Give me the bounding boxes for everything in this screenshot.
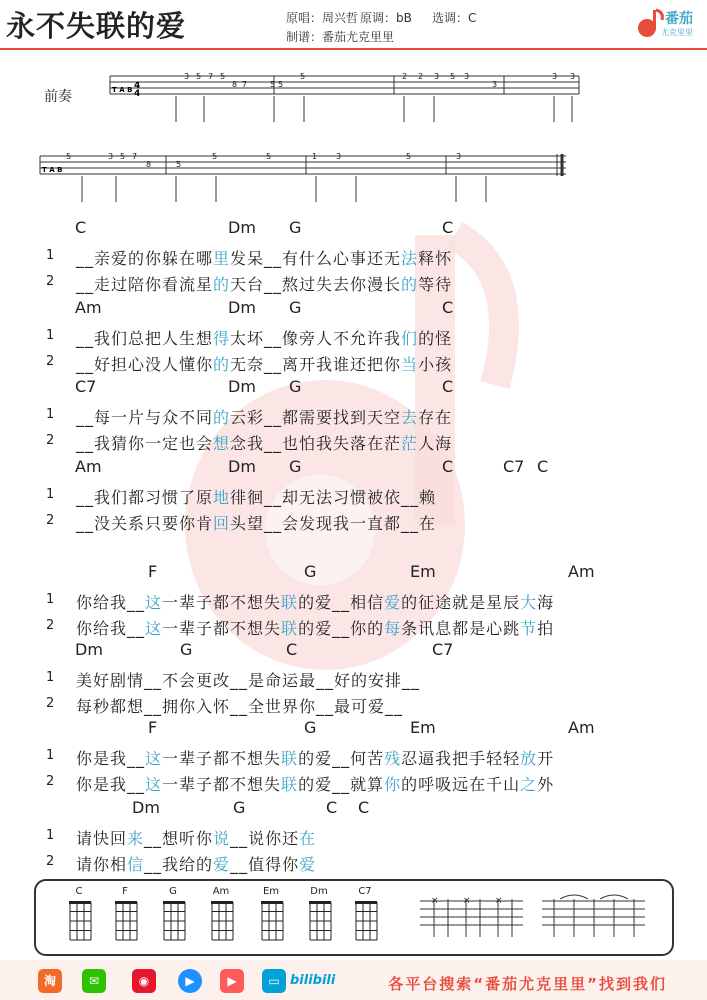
svg-text:8: 8 [232,80,238,89]
lyric-text: 无奈__离开我谁还把你 [230,355,402,374]
lyric-highlight: 联 [281,749,299,768]
lyric-text: 拍 [537,619,555,638]
svg-text:5: 5 [176,160,182,169]
lyric-text: 你给我__ [76,619,146,638]
bilibili-logo[interactable]: bilibili [290,973,336,988]
lyric-line [76,272,452,295]
lyric-highlight: 放 [520,749,538,768]
lyric-line [76,405,452,428]
lyric-line [76,826,316,849]
svg-text:7: 7 [132,152,138,161]
chord-label: G [304,718,317,737]
lyric-line [76,616,554,639]
lyric-highlight: 大 [520,593,538,612]
lyric-text: 你是我__ [76,749,146,768]
chosen-key: 选调：C [432,11,477,25]
lyric-line [76,326,452,349]
chord-diagram-name: Am [212,886,230,897]
svg-text:×: × [463,896,471,906]
lyric-highlight: 得 [213,329,231,348]
lyric-highlight: 这 [145,593,163,612]
lyric-text: 请快回 [76,829,128,848]
bilibili-tv-icon[interactable]: ▭ [262,969,286,993]
chord-label: G [304,562,317,581]
original-key: 原调：bB [360,11,412,25]
verse-number: 2 [46,696,55,711]
arranger: 制谱：番茄尤克里里 [286,30,395,44]
svg-text:5: 5 [278,80,284,89]
chord-label: Dm [132,798,160,817]
lyric-highlight: 信 [127,855,145,874]
lyric-text: 的爱__何苦 [298,749,385,768]
chord-label: Am [75,298,102,317]
footer-search-text: 各平台搜索“番茄尤克里里”找到我们 [388,975,667,993]
lyric-highlight: 当 [401,355,419,374]
intro-tab-line-1 [104,66,584,126]
verse-number: 2 [46,854,55,869]
chord-label: C7 [503,457,525,476]
lyric-highlight: 你 [384,775,402,794]
svg-text:3: 3 [108,152,114,161]
lyric-text: 你是我__ [76,775,146,794]
lyric-highlight: 这 [145,775,163,794]
chord-diagram-name: C [75,886,83,897]
lyric-highlight: 们 [401,329,419,348]
chord-diagram-name: F [122,886,128,897]
svg-text:5: 5 [66,152,72,161]
chord-label: C [442,298,454,317]
chord-diagram-name: C7 [358,886,372,897]
lyric-highlight: 回 [213,514,231,533]
verse-number: 2 [46,513,55,528]
lyric-text: 请你相 [76,855,128,874]
chord-grid-icon [210,900,236,942]
lyric-text: 小孩 [418,355,453,374]
svg-text:T A B: T A B [42,166,63,174]
intro-label: 前奏 [44,89,72,105]
svg-text:1: 1 [312,152,318,161]
chord-label: Am [568,562,595,581]
lyric-highlight: 地 [213,488,231,507]
lyric-highlight: 爱 [213,855,231,874]
verse-number: 2 [46,274,55,289]
lyric-text: 头望__会发现我一直都__在 [230,514,437,533]
verse-number: 1 [46,748,55,763]
wechat-icon[interactable]: ✉ [82,969,106,993]
svg-text:7: 7 [208,72,214,81]
lyric-highlight: 说 [213,829,231,848]
lyric-text: __想听你 [144,829,214,848]
lyric-highlight: 的 [213,275,231,294]
lyric-text: __没关系只要你肯 [76,514,214,533]
svg-text:3: 3 [336,152,342,161]
svg-text:5: 5 [300,72,306,81]
chord-label: C [358,798,370,817]
chord-label: G [233,798,246,817]
lyric-highlight: 这 [145,749,163,768]
svg-text:5: 5 [406,152,412,161]
svg-text:×: × [431,896,439,906]
lyric-line [76,694,403,717]
verse-number: 2 [46,618,55,633]
svg-text:3: 3 [456,152,462,161]
lyric-line [76,485,436,508]
lyric-text: 美好剧情__不会更改__是命运最__好的安排__ [76,671,421,690]
lyric-text: 存在 [418,408,453,427]
lyric-highlight: 之 [520,775,538,794]
verse-number: 2 [46,774,55,789]
chord-label: Em [410,718,436,737]
svg-text:5: 5 [212,152,218,161]
verse-number: 1 [46,592,55,607]
lyric-text: 一辈子都不想失 [162,749,282,768]
lyric-highlight: 来 [127,829,145,848]
lyric-text: __说你还 [230,829,300,848]
svg-text:5: 5 [220,72,226,81]
lyric-text: 徘徊__却无法习惯被依__赖 [230,488,437,507]
svg-text:×: × [495,896,503,906]
chord-label: G [180,640,193,659]
chord-label: Dm [228,298,256,317]
intro-tab-line-2 [36,146,576,206]
svg-text:4: 4 [134,81,141,91]
svg-text:8: 8 [146,160,152,169]
verse-number: 1 [46,328,55,343]
lyric-text: 一辈子都不想失 [162,775,282,794]
kuaishou-icon[interactable]: ▶ [220,969,244,993]
header-divider [0,48,707,50]
svg-text:5: 5 [120,152,126,161]
svg-text:5: 5 [196,72,202,81]
chord-diagram-name: Em [262,886,280,897]
original-singer: 原唱：周兴哲 [286,11,359,25]
svg-text:7: 7 [242,80,248,89]
lyric-line [76,590,554,613]
lyric-text: __值得你 [230,855,300,874]
chord-label: Am [568,718,595,737]
lyric-text: 外 [537,775,555,794]
lyric-text: 一辈子都不想失 [162,619,282,638]
chord-diagram-name: G [169,886,177,897]
lyric-text: 你给我__ [76,593,146,612]
lyric-text: 释怀 [418,249,453,268]
lyric-line [76,352,452,375]
chord-label: Em [410,562,436,581]
lyric-text: 的爱__你的 [298,619,385,638]
song-title: 永不失联的爱 [6,9,187,43]
lyric-highlight: 里 [213,249,231,268]
chord-label: C [286,640,298,659]
lyric-line [76,431,452,454]
svg-text:3: 3 [434,72,440,81]
svg-text:2: 2 [402,72,408,81]
chord-label: C [442,457,454,476]
chord-label: Dm [75,640,103,659]
chord-label: G [289,457,302,476]
lyric-line [76,772,554,795]
verse-number: 2 [46,354,55,369]
verse-number: 1 [46,248,55,263]
svg-text:3: 3 [570,72,576,81]
lyric-text: 条讯息都是心跳 [401,619,521,638]
lyric-text: 海 [537,593,555,612]
lyric-highlight: 联 [281,619,299,638]
chord-label: C7 [75,377,97,396]
lyric-highlight: 的 [213,355,231,374]
lyric-text: __好担心没人懂你 [76,355,214,374]
lyric-text: 发呆__有什么心事还无 [230,249,402,268]
chord-grid-icon [114,900,140,942]
lyric-highlight: 爱 [299,855,317,874]
lyric-line [76,246,452,269]
lyric-text: __我猜你一定也会 [76,434,214,453]
svg-text:5: 5 [270,80,276,89]
lyric-highlight: 残 [384,749,402,768]
lyric-highlight: 节 [520,619,538,638]
chord-label: Dm [228,377,256,396]
lyric-line [76,511,436,534]
chord-label: C7 [432,640,454,659]
chord-label: C [326,798,338,817]
chord-label: G [289,218,302,237]
chord-grid-icon [260,900,286,942]
chord-label: Dm [228,218,256,237]
lyric-text: 每秒都想__拥你入怀__全世界你__最可爱__ [76,697,404,716]
svg-text:T A B: T A B [112,86,133,94]
lyric-text: 忍逼我把手轻轻 [401,749,521,768]
chord-grid-icon [308,900,334,942]
lyric-line [76,746,554,769]
lyric-highlight: 茫 [401,434,419,453]
lyric-highlight: 在 [299,829,317,848]
lyric-highlight: 联 [281,775,299,794]
weibo-icon[interactable]: ◉ [132,969,156,993]
lyric-text: __每一片与众不同 [76,408,214,427]
lyric-text: 一辈子都不想失 [162,593,282,612]
verse-number: 1 [46,828,55,843]
lyric-text: __我给的 [144,855,214,874]
lyric-line [76,852,316,875]
lyric-text: 的爱__就算 [298,775,385,794]
chord-label: G [289,298,302,317]
verse-number: 2 [46,433,55,448]
verse-number: 1 [46,407,55,422]
lyric-text: __亲爱的你躲在哪 [76,249,214,268]
svg-text:5: 5 [450,72,456,81]
svg-text:3: 3 [184,72,190,81]
strum-pattern-2 [540,893,650,939]
lyric-text: 天台__熬过失去你漫长 [230,275,402,294]
svg-text:3: 3 [492,80,498,89]
svg-text:3: 3 [464,72,470,81]
chord-grid-icon [162,900,188,942]
lyric-highlight: 法 [401,249,419,268]
lyric-text: 的呼吸远在千山 [401,775,521,794]
chord-grid-icon [68,900,94,942]
chord-label: G [289,377,302,396]
chord-label: C [537,457,549,476]
chord-label: F [148,718,158,737]
lyric-highlight: 想 [213,434,231,453]
logo-text: 番茄 [665,11,693,27]
lyric-text: 的怪 [418,329,453,348]
chord-label: Am [75,457,102,476]
lyric-text: 念我__也怕我失落在茫 [230,434,402,453]
svg-text:4: 4 [134,89,141,99]
chord-label: C [442,218,454,237]
lyric-text: 的爱__相信 [298,593,385,612]
lyric-highlight: 爱 [384,593,402,612]
svg-text:5: 5 [266,152,272,161]
lyric-text: 人海 [418,434,453,453]
lyric-highlight: 的 [401,275,419,294]
lyric-line [76,668,420,691]
strum-pattern-1 [418,893,528,939]
video-play-icon[interactable]: ▶ [178,969,202,993]
chord-label: Dm [228,457,256,476]
lyric-text: __我们都习惯了原 [76,488,214,507]
chord-diagram-name: Dm [310,886,328,897]
lyric-text: 太坏__像旁人不允许我 [230,329,402,348]
lyric-highlight: 去 [401,408,419,427]
chord-grid-icon [354,900,380,942]
logo-subtext: 尤克里里 [661,28,693,37]
svg-text:2: 2 [418,72,424,81]
chord-label: C [75,218,87,237]
taobao-icon[interactable]: 淘 [38,969,62,993]
verse-number: 1 [46,487,55,502]
lyric-text: 等待 [418,275,453,294]
chord-label: C [442,377,454,396]
lyric-text: 开 [537,749,555,768]
lyric-highlight: 每 [384,619,402,638]
lyric-text: __走过陪你看流星 [76,275,214,294]
lyric-highlight: 联 [281,593,299,612]
lyric-text: 的征途就是星辰 [401,593,521,612]
chord-label: F [148,562,158,581]
lyric-highlight: 这 [145,619,163,638]
lyric-text: __我们总把人生想 [76,329,214,348]
svg-text:3: 3 [552,72,558,81]
verse-number: 1 [46,670,55,685]
lyric-highlight: 的 [213,408,231,427]
lyric-text: 云彩__都需要找到天空 [230,408,402,427]
